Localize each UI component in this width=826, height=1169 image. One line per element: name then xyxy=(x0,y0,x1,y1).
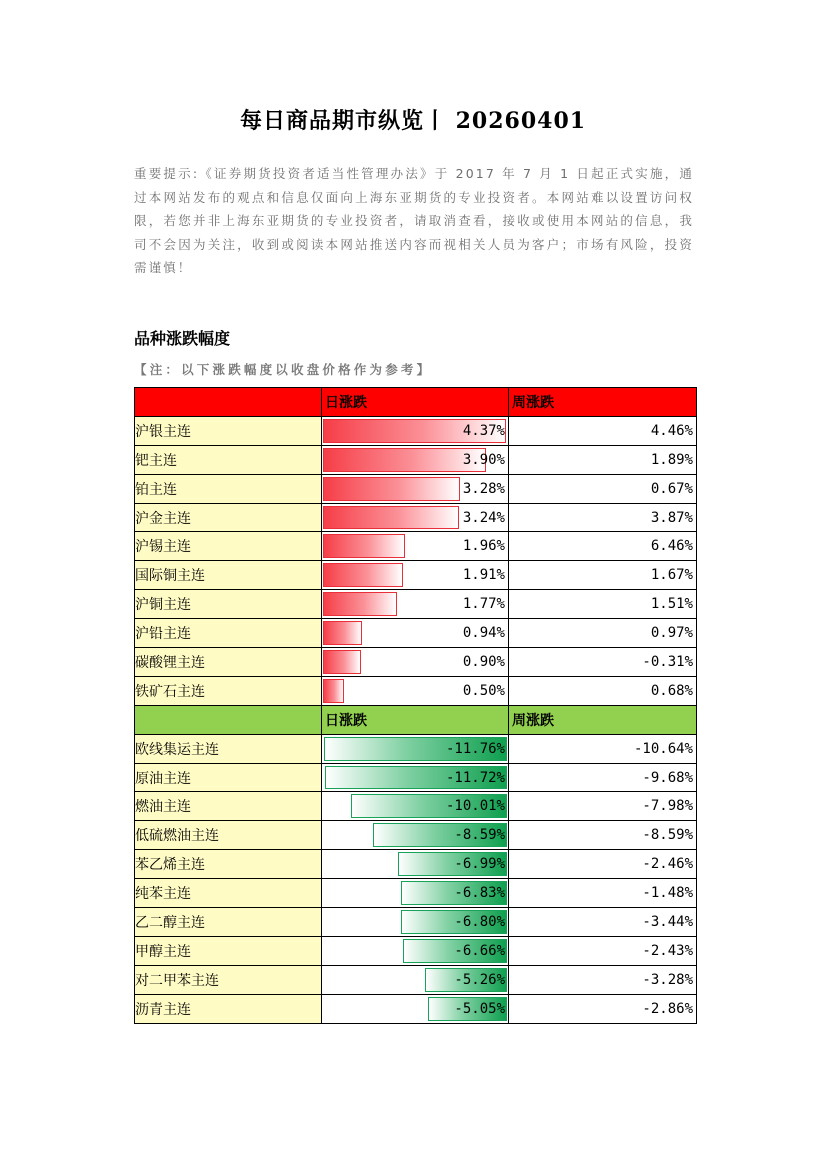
table-row xyxy=(135,763,697,792)
daily-change-cell xyxy=(322,879,509,908)
weekly-change-cell xyxy=(509,763,697,792)
daily-change-cell xyxy=(322,474,509,503)
table-row xyxy=(135,590,697,619)
table-row xyxy=(135,821,697,850)
page-title: 每日商品期市纵览丨 20260401 xyxy=(239,108,587,134)
weekly-change-cell xyxy=(509,590,697,619)
commodity-name: 铂主连 xyxy=(135,474,322,503)
daily-change-value: -6.83% xyxy=(454,885,505,902)
weekly-change-cell xyxy=(509,850,697,879)
commodity-name: 低硫燃油主连 xyxy=(135,821,322,850)
weekly-change-value: 3.87% xyxy=(650,509,693,526)
commodity-name: 沥青主连 xyxy=(135,994,322,1023)
daily-change-cell xyxy=(322,936,509,965)
daily-change-cell xyxy=(322,445,509,474)
daily-gain-bar xyxy=(323,563,403,587)
daily-change-cell xyxy=(322,416,509,445)
commodity-name: 国际铜主连 xyxy=(135,561,322,590)
weekly-change-value: 1.89% xyxy=(650,451,693,468)
table-row xyxy=(135,734,697,763)
commodity-name: 纯苯主连 xyxy=(135,879,322,908)
weekly-change-cell xyxy=(509,792,697,821)
daily-change-value: -6.99% xyxy=(454,856,505,873)
weekly-change-value: 1.51% xyxy=(650,596,693,613)
table-row xyxy=(135,503,697,532)
weekly-change-cell xyxy=(509,503,697,532)
daily-change-value: 0.90% xyxy=(462,653,505,670)
gainers-header-blank xyxy=(135,388,322,417)
daily-gain-bar xyxy=(323,592,397,616)
daily-change-cell xyxy=(322,792,509,821)
weekly-change-cell xyxy=(509,821,697,850)
daily-gain-bar xyxy=(323,477,460,501)
table-row xyxy=(135,474,697,503)
daily-change-value: 1.96% xyxy=(462,538,505,555)
daily-change-value: 1.77% xyxy=(462,596,505,613)
table-row xyxy=(135,936,697,965)
commodity-name: 碳酸锂主连 xyxy=(135,648,322,677)
weekly-change-cell xyxy=(509,879,697,908)
losers-daily-header: 日涨跌 xyxy=(322,705,509,734)
commodity-name: 沪金主连 xyxy=(135,503,322,532)
daily-change-cell xyxy=(322,590,509,619)
price-basis-note: 【注：以下涨跌幅度以收盘价格作为参考】 xyxy=(134,362,433,377)
weekly-change-cell xyxy=(509,474,697,503)
daily-gain-bar xyxy=(323,621,362,645)
commodity-name: 苯乙烯主连 xyxy=(135,850,322,879)
commodity-name: 沪铜主连 xyxy=(135,590,322,619)
commodity-name: 燃油主连 xyxy=(135,792,322,821)
table-row xyxy=(135,994,697,1023)
daily-change-value: 0.94% xyxy=(462,625,505,642)
daily-change-cell xyxy=(322,965,509,994)
commodity-name: 欧线集运主连 xyxy=(135,734,322,763)
losers-header-row xyxy=(135,705,697,734)
gainers-daily-header: 日涨跌 xyxy=(322,388,509,417)
weekly-change-cell xyxy=(509,676,697,705)
table-row xyxy=(135,416,697,445)
daily-change-value: -5.05% xyxy=(454,1000,505,1017)
daily-change-cell xyxy=(322,619,509,648)
table-row xyxy=(135,619,697,648)
daily-change-cell xyxy=(322,503,509,532)
table-row xyxy=(135,532,697,561)
disclaimer-notice: 重要提示:《证券期货投资者适当性管理办法》于 2017 年 7 月 1 日起正式实施，通过本网站发布的观点和信息仅面向上海东亚期货的专业投资者。本网站难以设置访问权限，若您并非上海东亚期货的专业投资者，请取消查看，接收或使用本网站的信息，我司不会因为关注，收到或阅读本网站推送内容而视相关人员为客户；市场有风险，投资需谨慎！ xyxy=(134,166,694,275)
table-row xyxy=(135,850,697,879)
weekly-change-cell xyxy=(509,416,697,445)
weekly-change-cell xyxy=(509,619,697,648)
weekly-change-value: -2.46% xyxy=(642,856,693,873)
weekly-change-value: 4.46% xyxy=(650,422,693,439)
weekly-change-value: 0.67% xyxy=(650,480,693,497)
weekly-change-value: 0.97% xyxy=(650,625,693,642)
daily-change-cell xyxy=(322,734,509,763)
daily-gain-bar xyxy=(323,448,486,472)
table-row xyxy=(135,676,697,705)
table-row xyxy=(135,648,697,677)
daily-change-cell xyxy=(322,994,509,1023)
daily-change-cell xyxy=(322,763,509,792)
weekly-change-value: -7.98% xyxy=(642,798,693,815)
weekly-change-value: -9.68% xyxy=(642,769,693,786)
weekly-change-value: -3.44% xyxy=(642,913,693,930)
losers-header-blank xyxy=(135,705,322,734)
daily-change-cell xyxy=(322,561,509,590)
weekly-change-value: -2.86% xyxy=(642,1000,693,1017)
daily-change-value: 0.50% xyxy=(462,682,505,699)
weekly-change-value: 6.46% xyxy=(650,538,693,555)
commodity-name: 原油主连 xyxy=(135,763,322,792)
daily-change-value: -11.72% xyxy=(445,769,505,786)
weekly-change-value: -3.28% xyxy=(642,971,693,988)
daily-change-cell xyxy=(322,676,509,705)
table-row xyxy=(135,561,697,590)
weekly-change-cell xyxy=(509,908,697,937)
weekly-change-value: -10.64% xyxy=(633,740,693,757)
daily-gain-bar xyxy=(323,506,459,530)
daily-change-value: 3.90% xyxy=(462,451,505,468)
daily-change-cell xyxy=(322,648,509,677)
weekly-change-cell xyxy=(509,734,697,763)
commodity-name: 沪银主连 xyxy=(135,416,322,445)
weekly-change-value: -0.31% xyxy=(642,653,693,670)
commodity-name: 对二甲苯主连 xyxy=(135,965,322,994)
section-title: 品种涨跌幅度 xyxy=(134,329,231,348)
price-change-table xyxy=(134,387,697,1024)
daily-change-value: 3.28% xyxy=(462,480,505,497)
weekly-change-cell xyxy=(509,648,697,677)
daily-change-value: 4.37% xyxy=(462,422,505,439)
daily-change-value: 3.24% xyxy=(462,509,505,526)
daily-gain-bar xyxy=(323,534,405,558)
weekly-change-cell xyxy=(509,532,697,561)
daily-change-value: -6.80% xyxy=(454,913,505,930)
weekly-change-cell xyxy=(509,561,697,590)
gainers-header-row xyxy=(135,388,697,417)
daily-change-value: -8.59% xyxy=(454,827,505,844)
daily-change-value: -5.26% xyxy=(454,971,505,988)
commodity-name: 乙二醇主连 xyxy=(135,908,322,937)
daily-change-cell xyxy=(322,850,509,879)
commodity-name: 沪铅主连 xyxy=(135,619,322,648)
weekly-change-cell xyxy=(509,994,697,1023)
commodity-name: 钯主连 xyxy=(135,445,322,474)
commodity-name: 铁矿石主连 xyxy=(135,676,322,705)
commodity-name: 甲醇主连 xyxy=(135,936,322,965)
daily-change-cell xyxy=(322,821,509,850)
daily-gain-bar xyxy=(323,679,344,703)
weekly-change-value: -2.43% xyxy=(642,942,693,959)
daily-gain-bar xyxy=(323,650,361,674)
table-row xyxy=(135,879,697,908)
table-row xyxy=(135,965,697,994)
losers-weekly-header: 周涨跌 xyxy=(509,705,697,734)
gainers-weekly-header: 周涨跌 xyxy=(509,388,697,417)
commodity-name: 沪锡主连 xyxy=(135,532,322,561)
weekly-change-cell xyxy=(509,445,697,474)
daily-change-cell xyxy=(322,532,509,561)
daily-change-value: -6.66% xyxy=(454,942,505,959)
daily-change-value: 1.91% xyxy=(462,567,505,584)
weekly-change-cell xyxy=(509,965,697,994)
weekly-change-value: 0.68% xyxy=(650,682,693,699)
weekly-change-value: -8.59% xyxy=(642,827,693,844)
daily-change-value: -11.76% xyxy=(445,740,505,757)
table-row xyxy=(135,908,697,937)
daily-change-value: -10.01% xyxy=(445,798,505,815)
table-row xyxy=(135,445,697,474)
daily-change-cell xyxy=(322,908,509,937)
table-row xyxy=(135,792,697,821)
weekly-change-value: -1.48% xyxy=(642,885,693,902)
weekly-change-cell xyxy=(509,936,697,965)
weekly-change-value: 1.67% xyxy=(650,567,693,584)
